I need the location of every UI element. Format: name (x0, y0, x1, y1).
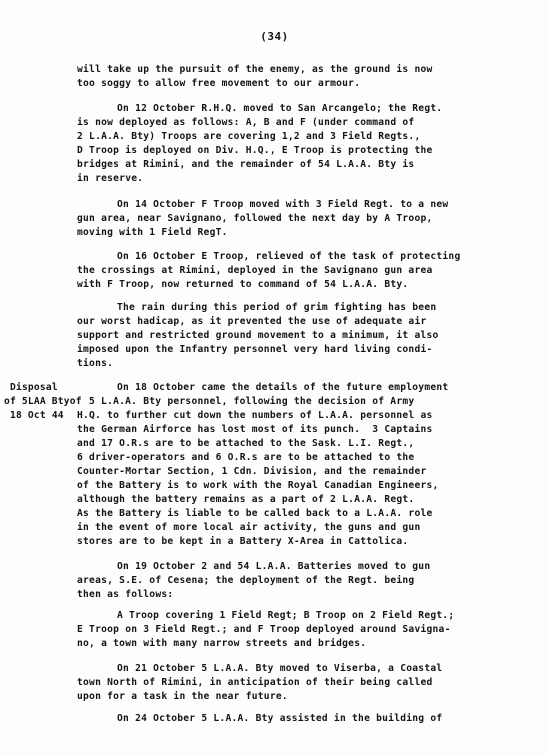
body-line: D Troop is deployed on Div. H.Q., E Troop is protecting the (77, 145, 433, 156)
body-line: will take up the pursuit of the enemy, as the ground is now (77, 64, 433, 75)
body-line: tions. (77, 358, 114, 369)
body-line: stores are to be kept in a Battery X-Area in Cattolica. (77, 536, 409, 547)
body-line: of the Battery is to work with the Royal Canadian Engineers, (77, 480, 439, 491)
body-line: On 16 October E Troop, relieved of the task of protecting (117, 251, 461, 262)
body-line: no, a town with many narrow streets and bridges. (77, 638, 367, 649)
body-line: On 21 October 5 L.A.A. Bty moved to Viserba, a Coastal (117, 663, 443, 674)
body-line: gun area, near Savignano, followed the next day by A Troop, (77, 213, 433, 224)
margin-note-line: Disposal (10, 382, 58, 393)
body-line: town North of Rimini, in anticipation of their being called (77, 677, 433, 688)
body-line: in reserve. (77, 173, 144, 184)
body-line: A Troop covering 1 Field Regt; B Troop on 2 Field Regt.; (117, 610, 455, 621)
body-line: with F Troop, now returned to command of 54 L.A.A. Bty. (77, 279, 409, 290)
body-line: imposed upon the Infantry personnel very hard living condi- (77, 344, 433, 355)
body-line: H.Q. to further cut down the numbers of L.A.A. personnel as (77, 410, 433, 421)
body-line: E Troop on 3 Field Regt.; and F Troop deployed around Savigna- (77, 624, 451, 635)
margin-note-line: of 5LAA Btyof (4, 396, 82, 407)
body-line: On 12 October R.H.Q. moved to San Arcangelo; the Regt. (117, 103, 443, 114)
body-line: and 17 O.R.s are to be attached to the Sask. L.I. Regt., (77, 438, 415, 449)
body-line: upon for a task in the near future. (77, 691, 288, 702)
body-line: the German Airforce has lost most of its punch. 3 Captains (77, 424, 433, 435)
body-line: 5 L.A.A. Bty personnel, following the decision of Army (89, 396, 415, 407)
body-line: too soggy to allow free movement to our armour. (77, 78, 361, 89)
body-line: our worst hadicap, as it prevented the use of adequate air (77, 316, 427, 327)
body-line: 6 driver-operators and 6 O.R.s are to be attached to the (77, 452, 415, 463)
body-line: On 14 October F Troop moved with 3 Field Regt. to a new (117, 199, 449, 210)
body-line: The rain during this period of grim fighting has been (117, 302, 437, 313)
body-line: As the Battery is liable to be called back to a L.A.A. role (77, 508, 433, 519)
body-line: areas, S.E. of Cesena; the deployment of the Regt. being (77, 575, 415, 586)
body-line: On 19 October 2 and 54 L.A.A. Batteries moved to gun (117, 561, 431, 572)
body-line: On 18 October came the details of the future employment (117, 382, 449, 393)
margin-note-line: 18 Oct 44 (10, 410, 64, 421)
body-line: On 24 October 5 L.A.A. Bty assisted in the building of (117, 713, 443, 724)
body-line: Counter-Mortar Section, 1 Cdn. Division, and the remainder (77, 466, 427, 477)
body-line: is now deployed as follows: A, B and F (under command of (77, 117, 415, 128)
body-line: in the event of more local air activity, the guns and gun (77, 522, 421, 533)
body-line: moving with 1 Field RegT. (77, 227, 228, 238)
body-line: then as follows: (77, 589, 174, 600)
page-number: (34) (260, 30, 289, 43)
body-line: although the battery remains as a part of 2 L.A.A. Regt. (77, 494, 415, 505)
body-line: the crossings at Rimini, deployed in the Savignano gun area (77, 265, 433, 276)
body-line: 2 L.A.A. Bty) Troops are covering 1,2 and 3 Field Regts., (77, 131, 421, 142)
body-line: support and restricted ground movement to a minimum, it also (77, 330, 439, 341)
body-line: bridges at Rimini, and the remainder of 54 L.A.A. Bty is (77, 159, 415, 170)
